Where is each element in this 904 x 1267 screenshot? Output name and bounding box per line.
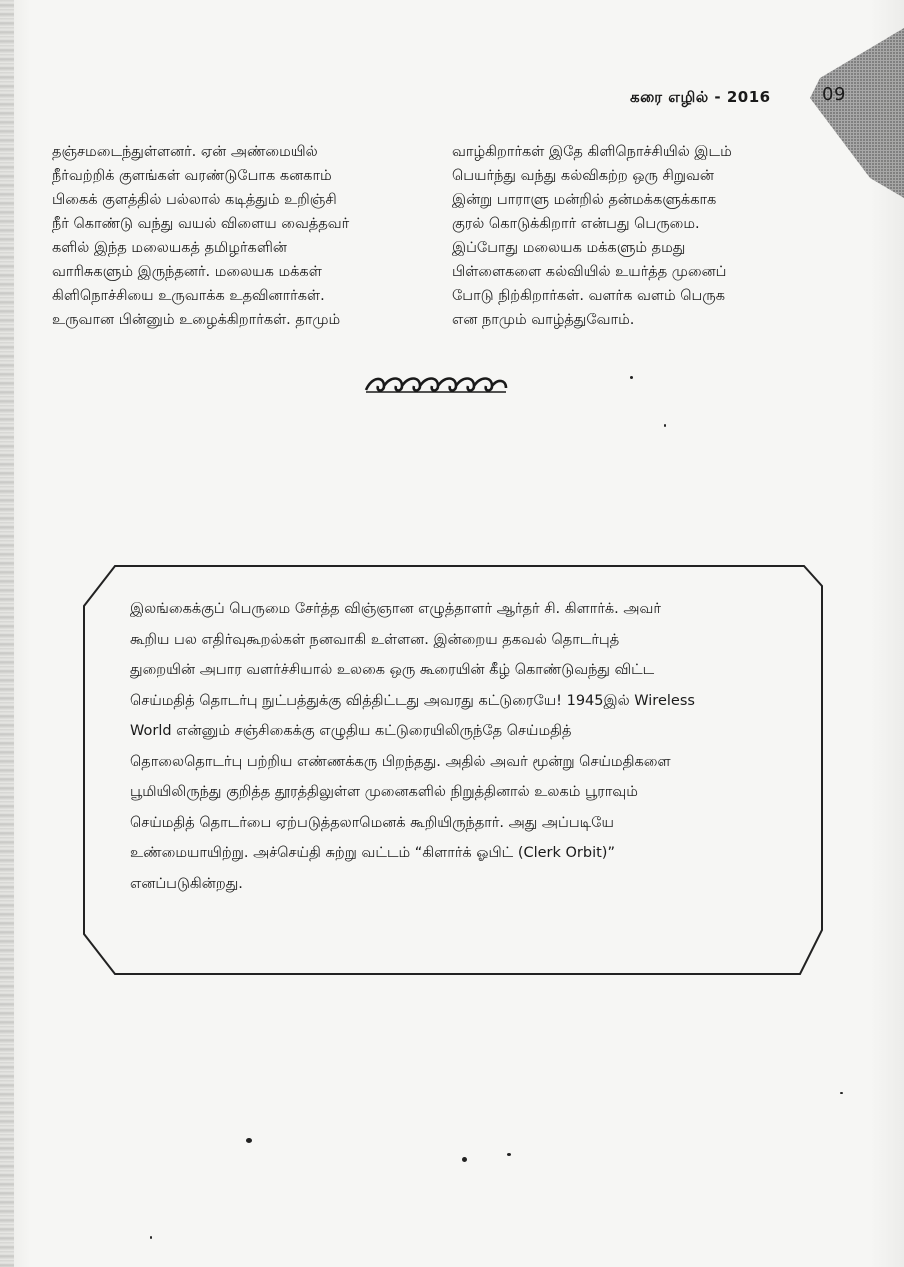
scan-speck	[840, 1092, 843, 1094]
text-line: தஞ்சமடைந்துள்ளனர். ஏன் அண்மையில்	[52, 144, 318, 160]
divider-ornament	[362, 372, 510, 398]
magazine-title: கரை எழில் - 2016	[630, 88, 771, 106]
text-line: துறையின் அபார வளர்ச்சியால் உலகை ஒரு கூரையின் கீழ் கொண்டுவந்து விட்ட	[130, 662, 655, 678]
info-box	[130, 594, 790, 899]
text-line: வாரிசுகளும் இருந்தனர். மலையக மக்கள்	[52, 264, 322, 280]
text-line: பூமியிலிருந்து குறித்த தூரத்திலுள்ள முனைகளில் நிறுத்தினால் உலகம் பூராவும்	[130, 784, 638, 800]
text-line: என நாமும் வாழ்த்துவோம்.	[452, 312, 635, 328]
text-line: பிள்ளைகளை கல்வியில் உயர்த்த முனைப்	[452, 264, 727, 280]
scan-speck	[150, 1236, 152, 1239]
text-line: குரல் கொடுக்கிறார் என்பது பெருமை.	[452, 216, 700, 232]
scan-left-edge	[0, 0, 14, 1267]
left-column	[52, 140, 432, 332]
page-header	[630, 86, 870, 110]
scan-speck	[507, 1153, 511, 1156]
text-line: World என்னும் சஞ்சிகைக்கு எழுதிய கட்டுரையிலிருந்தே செய்மதித்	[130, 723, 572, 739]
page-number: 09	[822, 84, 846, 105]
text-line: நீர் கொண்டு வந்து வயல் விளைய வைத்தவர்	[52, 216, 350, 232]
scan-speck	[462, 1157, 467, 1162]
scan-speck	[630, 376, 633, 379]
text-line: நீர்வற்றிக் குளங்கள் வரண்டுபோக கனகாம்	[52, 168, 332, 184]
scan-speck	[246, 1138, 252, 1143]
scan-speck	[664, 424, 666, 427]
text-line: இன்று பாராளு மன்றில் தன்மக்களுக்காக	[452, 192, 717, 208]
text-line: எனப்படுகின்றது.	[130, 875, 243, 892]
text-line: இப்போது மலையக மக்களும் தமது	[452, 240, 686, 256]
text-line: தொலைதொடர்பு பற்றிய எண்ணக்கரு பிறந்தது. அதில் அவர் மூன்று செய்மதிகளை	[130, 753, 671, 770]
text-line: பிகைக் குளத்தில் பல்லால் கடித்தும் உறிஞ்சி	[52, 192, 337, 208]
text-line: செய்மதித் தொடர்பை ஏற்படுத்தலாமெனக் கூறியிருந்தார். அது அப்படியே	[130, 814, 614, 831]
text-line: கூறிய பல எதிர்வுகூறல்கள் நனவாகி உள்ளன. இன்றைய தகவல் தொடர்புத்	[130, 631, 620, 648]
right-column	[452, 140, 832, 332]
text-line: உண்மையாயிற்று. அச்செய்தி சுற்று வட்டம் “கிளார்க் ஓபிட் (Clerk Orbit)”	[130, 845, 615, 861]
text-line: வாழ்கிறார்கள் இதே கிளிநொச்சியில் இடம்	[452, 144, 732, 160]
text-line: கிளிநொச்சியை உருவாக்க உதவினார்கள்.	[52, 288, 325, 304]
text-line: இலங்கைக்குப் பெருமை சேர்த்த விஞ்ஞான எழுத்தாளர் ஆர்தர் சி. கிளார்க். அவர்	[130, 601, 661, 617]
text-line: களில் இந்த மலையகத் தமிழர்களின்	[52, 240, 287, 256]
text-line: பெயர்ந்து வந்து கல்விகற்ற ஒரு சிறுவன்	[452, 168, 714, 184]
text-line: உருவான பின்னும் உழைக்கிறார்கள். தாமும்	[52, 312, 341, 328]
text-line: போடு நிற்கிறார்கள். வளர்க வளம் பெருக	[452, 288, 726, 304]
text-line: செய்மதித் தொடர்பு நுட்பத்துக்கு வித்திட்டது அவரது கட்டுரையே! 1945இல் Wireless	[130, 692, 695, 709]
